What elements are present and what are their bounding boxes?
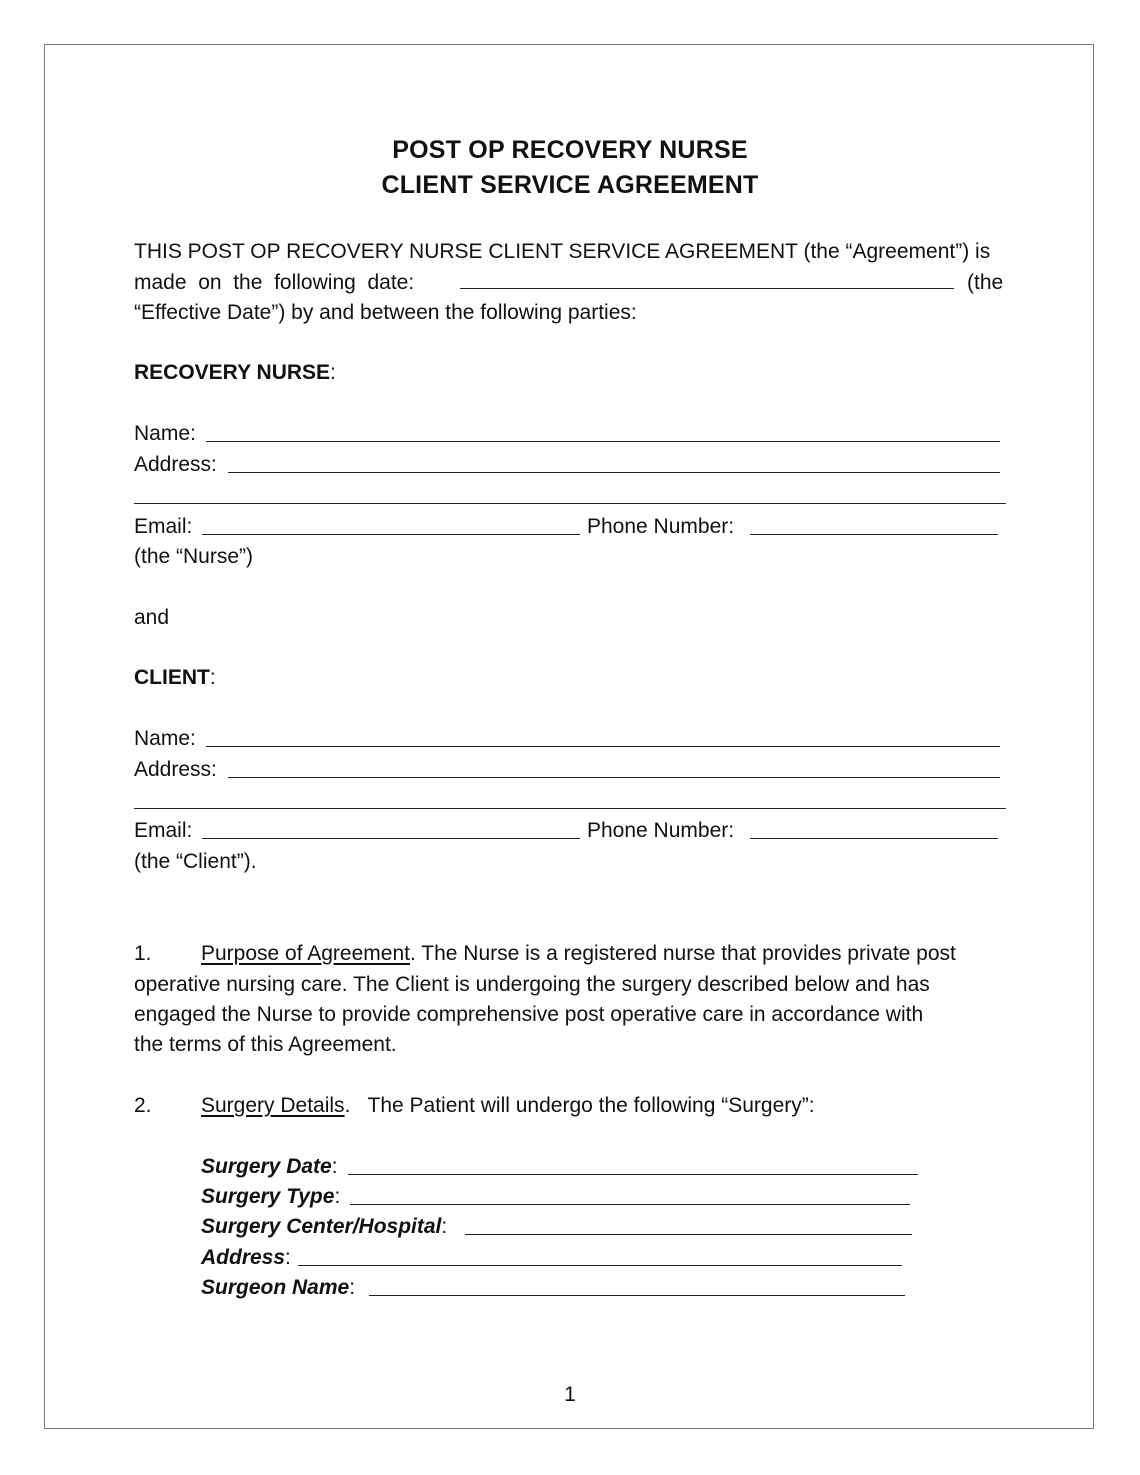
surgeon-name-label-text: Surgeon Name (201, 1276, 350, 1299)
surgeon-name-colon: : (349, 1276, 356, 1299)
surgery-address-label-text: Address (201, 1246, 286, 1269)
surgery-date-field[interactable] (348, 1174, 918, 1175)
nurse-heading (134, 358, 336, 388)
client-phone-field[interactable] (750, 838, 998, 839)
and-text: and (134, 606, 170, 629)
nurse-email-label: Email: (134, 515, 193, 538)
client-email-label: Email: (134, 819, 193, 842)
surgery-center-label-text: Surgery Center/Hospital (201, 1215, 442, 1238)
document-title-line-1: POST OP RECOVERY NURSE (392, 136, 748, 164)
intro-line-1: THIS POST OP RECOVERY NURSE CLIENT SERVICE AGREEMENT (the “Agreement”) is (134, 240, 991, 263)
intro-made-on: made on the following date: (134, 271, 415, 294)
nurse-address-field-line-2[interactable] (134, 503, 1006, 504)
section-1-line-1-rest: . The Nurse is a registered nurse that provides private post (409, 942, 956, 965)
client-heading-label: CLIENT (134, 666, 210, 689)
nurse-phone-field[interactable] (750, 534, 998, 535)
surgeon-name-field[interactable] (369, 1295, 905, 1296)
nurse-email-field[interactable] (202, 534, 580, 535)
intro-the-open: (the (967, 271, 1004, 294)
client-address-label: Address: (134, 758, 217, 781)
nurse-address-field[interactable] (228, 472, 1000, 473)
surgery-date-colon: : (331, 1155, 338, 1178)
section-2-number: 2. (134, 1094, 152, 1117)
surgeon-name-label (201, 1273, 355, 1303)
section-1-number: 1. (134, 942, 152, 965)
section-1-line-3: engaged the Nurse to provide comprehensive post operative care in accordance with (134, 1003, 924, 1026)
surgery-center-colon: : (441, 1215, 448, 1238)
document-title-line-2: CLIENT SERVICE AGREEMENT (381, 171, 759, 199)
nurse-name-field[interactable] (206, 441, 1000, 442)
section-1-line-1 (201, 939, 956, 969)
surgery-address-field[interactable] (298, 1265, 902, 1266)
page-number: 1 (564, 1383, 576, 1406)
surgery-date-label-text: Surgery Date (201, 1155, 332, 1178)
client-phone-label: Phone Number: (587, 819, 735, 842)
surgery-address-label (201, 1243, 291, 1273)
surgery-type-label-text: Surgery Type (201, 1185, 335, 1208)
client-heading (134, 663, 216, 693)
nurse-address-label: Address: (134, 453, 217, 476)
surgery-center-label (201, 1212, 447, 1242)
surgery-type-colon: : (334, 1185, 341, 1208)
client-designation: (the “Client”). (134, 850, 257, 873)
surgery-center-field[interactable] (465, 1234, 912, 1235)
nurse-designation: (the “Nurse”) (134, 545, 254, 568)
client-address-field-line-2[interactable] (134, 808, 1006, 809)
section-1-heading: Purpose of Agreement (201, 942, 410, 965)
nurse-heading-label: RECOVERY NURSE (134, 361, 331, 384)
surgery-type-field[interactable] (350, 1204, 910, 1205)
surgery-type-label (201, 1182, 340, 1212)
nurse-name-label: Name: (134, 422, 196, 445)
nurse-heading-colon: : (330, 361, 336, 384)
section-2-rest: . The Patient will undergo the following “Surgery”: (344, 1094, 815, 1117)
surgery-address-colon: : (285, 1246, 291, 1269)
client-address-field[interactable] (228, 777, 1000, 778)
section-2-line (201, 1091, 815, 1121)
client-heading-colon: : (209, 666, 216, 689)
client-name-field[interactable] (206, 746, 1000, 747)
effective-date-field[interactable] (460, 288, 954, 289)
intro-line-3: “Effective Date”) by and between the following parties: (134, 301, 637, 324)
client-name-label: Name: (134, 727, 196, 750)
client-email-field[interactable] (202, 838, 580, 839)
section-1-line-2: operative nursing care. The Client is undergoing the surgery described below and has (134, 973, 930, 996)
nurse-phone-label: Phone Number: (587, 515, 735, 538)
section-2-heading: Surgery Details (201, 1094, 345, 1117)
surgery-date-label (201, 1152, 338, 1182)
section-1-line-4: the terms of this Agreement. (134, 1033, 397, 1056)
